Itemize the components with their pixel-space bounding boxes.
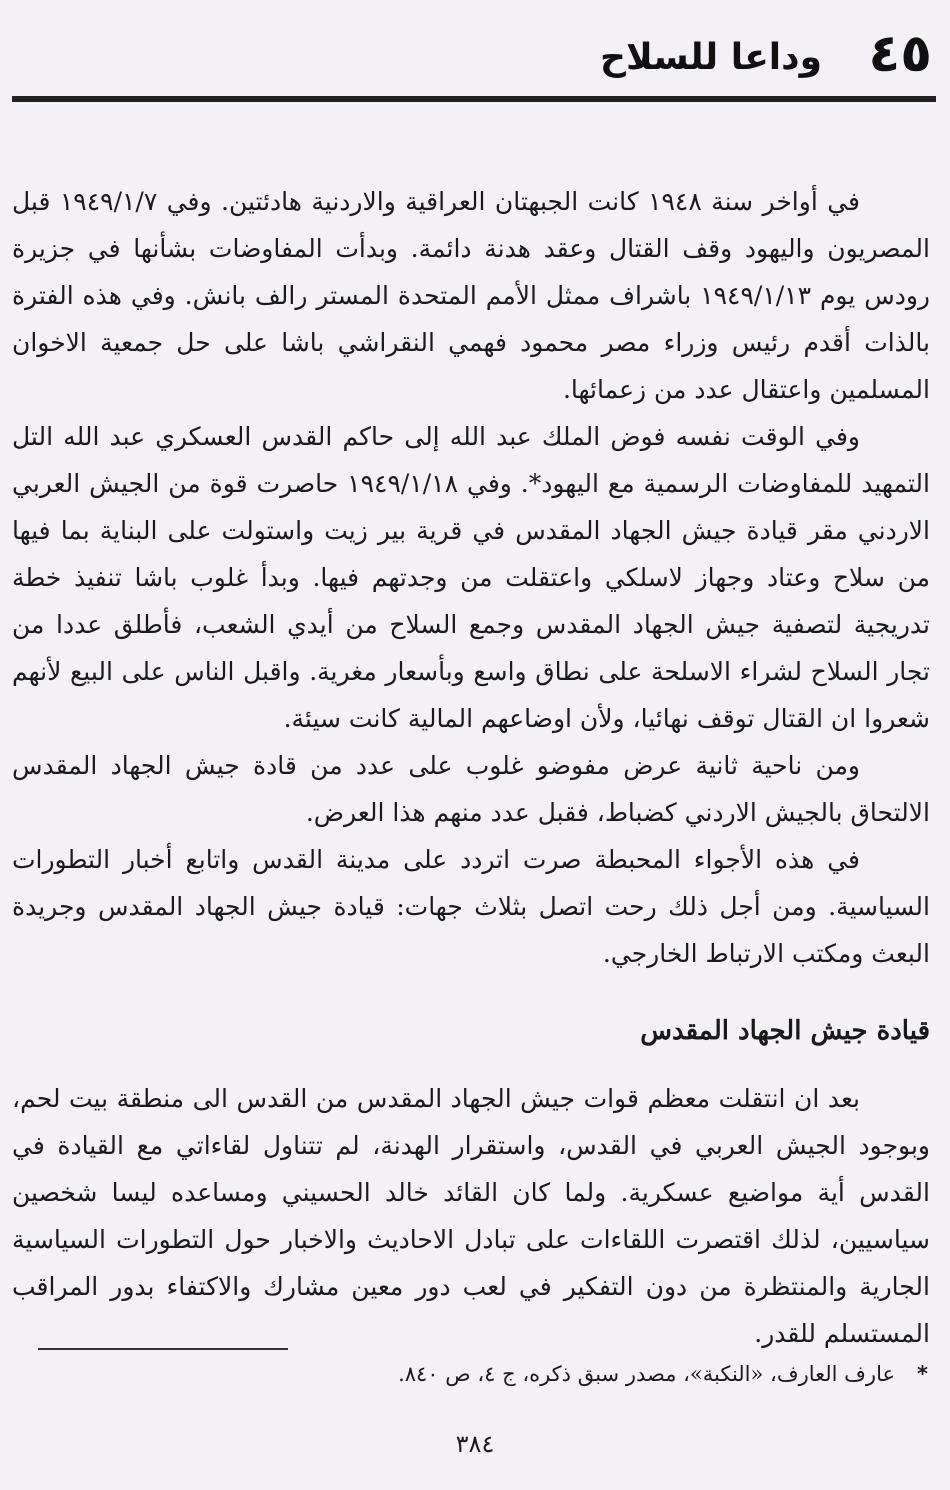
paragraph: وفي الوقت نفسه فوض الملك عبد الله إلى حاكم القدس العسكري عبد الله التل التمهيد للمفاوضات الرسمية مع اليهود*. وفي ١٩٤٩/١/١٨ حاصرت قوة من الجيش العربي الاردني مقر قيادة جيش الجهاد المقدس في قرية بير زيت واستولت على البناية بما فيها من سلاح وعتاد وجهاز لاسلكي واعتقلت من وجدتهم فيها. وبدأ غلوب باشا تنفيذ خطة تدريجية لتصفية جيش الجهاد المقدس وجمع السلاح من أيدي الشعب، فأطلق عددا من تجار السلاح لشراء الاسلحة على نطاق واسع وبأسعار مغرية. واقبل الناس على البيع لأنهم شعروا ان القتال توقف نهائيا، ولأن اوضاعهم المالية كانت سيئة. [12, 422, 930, 733]
section-heading: قيادة جيش الجهاد المقدس [640, 1016, 930, 1046]
body-text [12, 178, 930, 1357]
paragraph: ومن ناحية ثانية عرض مفوضو غلوب على عدد من قادة جيش الجهاد المقدس الالتحاق بالجيش الاردني كضباط، فقبل عدد منهم هذا العرض. [12, 751, 930, 827]
footnote-rule [38, 1348, 288, 1350]
paragraph: في أواخر سنة ١٩٤٨ كانت الجبهتان العراقية والاردنية هادئتين. وفي ١٩٤٩/١/٧ قبل المصريون واليهود وقف القتال وعقد هدنة دائمة. وبدأت المفاوضات بشأنها في جزيرة رودس يوم ١٩٤٩/١/١٣ باشراف ممثل الأمم المتحدة المستر رالف بانش. وفي هذه الفترة بالذات أقدم رئيس وزراء مصر محمود فهمي النقراشي باشا على حل جمعية الاخوان المسلمين واعتقال عدد من زعمائها. [12, 187, 930, 404]
page-number: ٣٨٤ [455, 1430, 495, 1458]
footnote-text: عارف العارف، «النكبة»، مصدر سبق ذكره، ج ٤، ص ٨٤٠. [398, 1362, 896, 1386]
page-header [14, 22, 932, 92]
header-rule [12, 96, 936, 102]
paragraph: بعد ان انتقلت معظم قوات جيش الجهاد المقدس من القدس الى منطقة بيت لحم، وبوجود الجيش العربي في القدس، واستقرار الهدنة، لم تتناول لقاءاتي مع القيادة في القدس أية مواضيع عسكرية. ولما كان القائد خالد الحسيني ومساعده ليسا شخصين سياسيين، لذلك اقتصرت اللقاءات على تبادل الاحاديث والاخبار حول التطورات السياسية الجارية والمنتظرة من دون التفكير في لعب دور معين مشارك والاكتفاء بدور المراقب المستسلم للقدر. [12, 1084, 930, 1348]
chapter-title: وداعا للسلاح [600, 37, 822, 78]
paragraph: في هذه الأجواء المحبطة صرت اتردد على مدينة القدس واتابع أخبار التطورات السياسية. ومن أجل ذلك رحت اتصل بثلاث جهات: قيادة جيش الجهاد المقدس وجريدة البعث ومكتب الارتباط الخارجي. [12, 845, 930, 968]
footnote [30, 1358, 928, 1390]
chapter-number: ٤٥ [868, 24, 932, 84]
footnote-marker: * [917, 1362, 928, 1386]
